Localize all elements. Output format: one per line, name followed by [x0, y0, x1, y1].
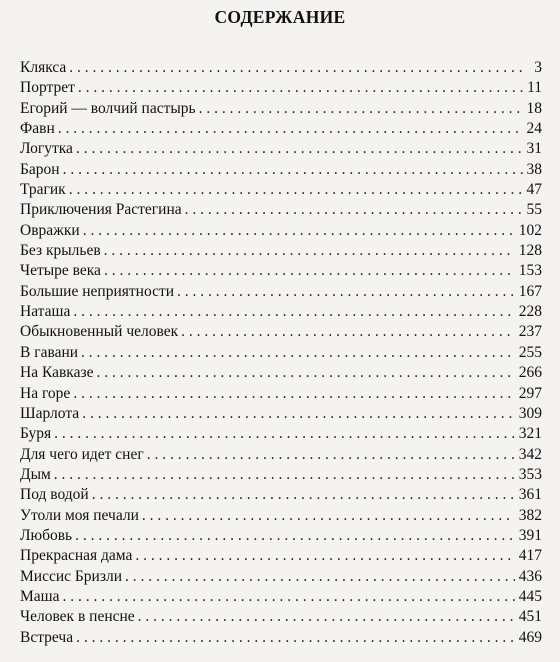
toc-entry-page-number: 31 [526, 140, 542, 158]
toc-entry [20, 567, 542, 587]
toc-entry-title: Под водой [20, 486, 89, 504]
toc-entry-page-number: 228 [518, 303, 542, 321]
dot-leader [62, 587, 514, 607]
toc-entry [20, 465, 542, 485]
toc-entry-title: Портрет [20, 79, 75, 97]
toc-entry [20, 200, 542, 220]
toc-entry [20, 139, 542, 159]
toc-entry-page-number: 47 [526, 181, 542, 199]
toc-entry-page-number: 321 [518, 425, 542, 443]
dot-leader [92, 485, 515, 505]
toc-entry-title: Человек в пенсне [20, 608, 135, 626]
table-of-contents [20, 58, 542, 648]
toc-entry-title: Обыкновенный человек [20, 323, 179, 341]
toc-entry-title: Утоли моя печали [20, 506, 139, 524]
dot-leader [147, 445, 515, 465]
toc-entry-page-number: 3 [534, 59, 542, 76]
dot-leader [81, 343, 515, 363]
dot-leader [58, 119, 523, 139]
toc-entry [20, 322, 542, 342]
dot-leader [76, 139, 523, 159]
dot-leader [73, 384, 514, 404]
toc-entry [20, 628, 542, 648]
toc-entry-page-number: 342 [518, 445, 542, 463]
toc-entry [20, 160, 542, 180]
dot-leader [83, 221, 515, 241]
toc-entry-page-number: 266 [518, 364, 542, 382]
dot-leader [82, 404, 515, 424]
toc-entry-page-number: 55 [526, 201, 542, 219]
toc-entry [20, 607, 542, 627]
toc-entry-title: Трагик [20, 181, 66, 199]
toc-entry-page-number: 167 [518, 282, 542, 300]
dot-leader [104, 241, 515, 261]
toc-entry-title: Маша [20, 587, 60, 605]
toc-entry-page-number: 255 [518, 343, 542, 361]
toc-entry [20, 485, 542, 505]
toc-entry-page-number: 24 [526, 120, 542, 138]
dot-leader [135, 546, 514, 566]
toc-entry-page-number: 445 [518, 587, 542, 605]
toc-entry-page-number: 469 [518, 628, 542, 646]
toc-entry-page-number: 391 [518, 526, 542, 544]
toc-entry [20, 526, 542, 546]
toc-entry-title: Прекрасная дама [20, 547, 133, 565]
dot-leader [181, 322, 515, 342]
toc-entry-page-number: 451 [518, 608, 542, 626]
toc-entry-title: Четыре века [20, 262, 101, 280]
toc-entry-title: Встреча [20, 628, 74, 646]
toc-entry [20, 119, 542, 139]
toc-entry [20, 302, 542, 322]
dot-leader [177, 282, 515, 302]
toc-entry-title: На горе [20, 384, 71, 402]
dot-leader [138, 607, 515, 627]
toc-entry-page-number: 297 [518, 384, 542, 402]
toc-entry-title: Фавн [20, 120, 55, 138]
toc-entry-title: На Кавказе [20, 364, 94, 382]
dot-leader [185, 200, 523, 220]
toc-entry-page-number: 309 [518, 404, 542, 422]
toc-entry-title: Шарлота [20, 404, 80, 422]
toc-entry-page-number: 153 [518, 262, 542, 280]
dot-leader [75, 526, 515, 546]
toc-entry-page-number: 382 [518, 506, 542, 524]
toc-entry [20, 282, 542, 302]
page-title: СОДЕРЖАНИЕ [214, 7, 346, 27]
toc-entry-title: Логутка [20, 140, 73, 158]
dot-leader [142, 506, 515, 526]
toc-entry-title: Клякса [20, 59, 67, 76]
toc-entry [20, 363, 542, 383]
dot-leader [63, 160, 523, 180]
toc-entry-title: Дым [20, 465, 51, 483]
toc-entry-page-number: 102 [518, 221, 542, 239]
toc-entry [20, 445, 542, 465]
toc-entry [20, 546, 542, 566]
toc-entry-page-number: 237 [518, 323, 542, 341]
dot-leader [96, 363, 514, 383]
toc-entry-page-number: 436 [518, 567, 542, 585]
dot-leader [125, 567, 515, 587]
dot-leader [199, 99, 523, 119]
toc-entry [20, 343, 542, 363]
toc-entry [20, 424, 542, 444]
toc-entry [20, 241, 542, 261]
toc-entry-title: Любовь [20, 526, 73, 544]
toc-entry-page-number: 417 [518, 547, 542, 565]
toc-entry-title: Егорий — волчий пастырь [20, 99, 196, 117]
toc-entry-title: Барон [20, 160, 60, 178]
toc-entry [20, 99, 542, 119]
toc-entry-page-number: 11 [527, 79, 542, 97]
toc-entry-page-number: 38 [526, 160, 542, 178]
dot-leader [69, 180, 523, 200]
toc-entry [20, 404, 542, 424]
toc-entry [20, 78, 542, 98]
dot-leader [78, 78, 523, 98]
toc-entry-title: Наташа [20, 303, 71, 321]
toc-entry-title: В гавани [20, 343, 79, 361]
dot-leader [54, 424, 515, 444]
toc-entry [20, 587, 542, 607]
toc-entry-title: Миссис Бризли [20, 567, 122, 585]
toc-entry-title: Для чего идет снег [20, 445, 144, 463]
dot-leader [69, 58, 524, 78]
toc-entry-page-number: 353 [518, 465, 542, 483]
toc-entry [20, 506, 542, 526]
dot-leader [104, 261, 515, 281]
toc-entry [20, 180, 542, 200]
toc-entry-page-number: 18 [526, 99, 542, 117]
toc-entry-title: Приключения Растегина [20, 201, 182, 219]
dot-leader [54, 465, 515, 485]
toc-entry-page-number: 128 [518, 242, 542, 260]
dot-leader [73, 302, 514, 322]
toc-entry-title: Овражки [20, 221, 80, 239]
dot-leader [76, 628, 515, 648]
toc-entry-title: Буря [20, 425, 52, 443]
toc-entry-page-number: 361 [518, 486, 542, 504]
toc-entry [20, 221, 542, 241]
toc-entry [20, 261, 542, 281]
toc-entry [20, 58, 542, 78]
toc-entry [20, 384, 542, 404]
toc-entry-title: Большие неприятности [20, 282, 175, 300]
toc-entry-title: Без крыльев [20, 242, 101, 260]
